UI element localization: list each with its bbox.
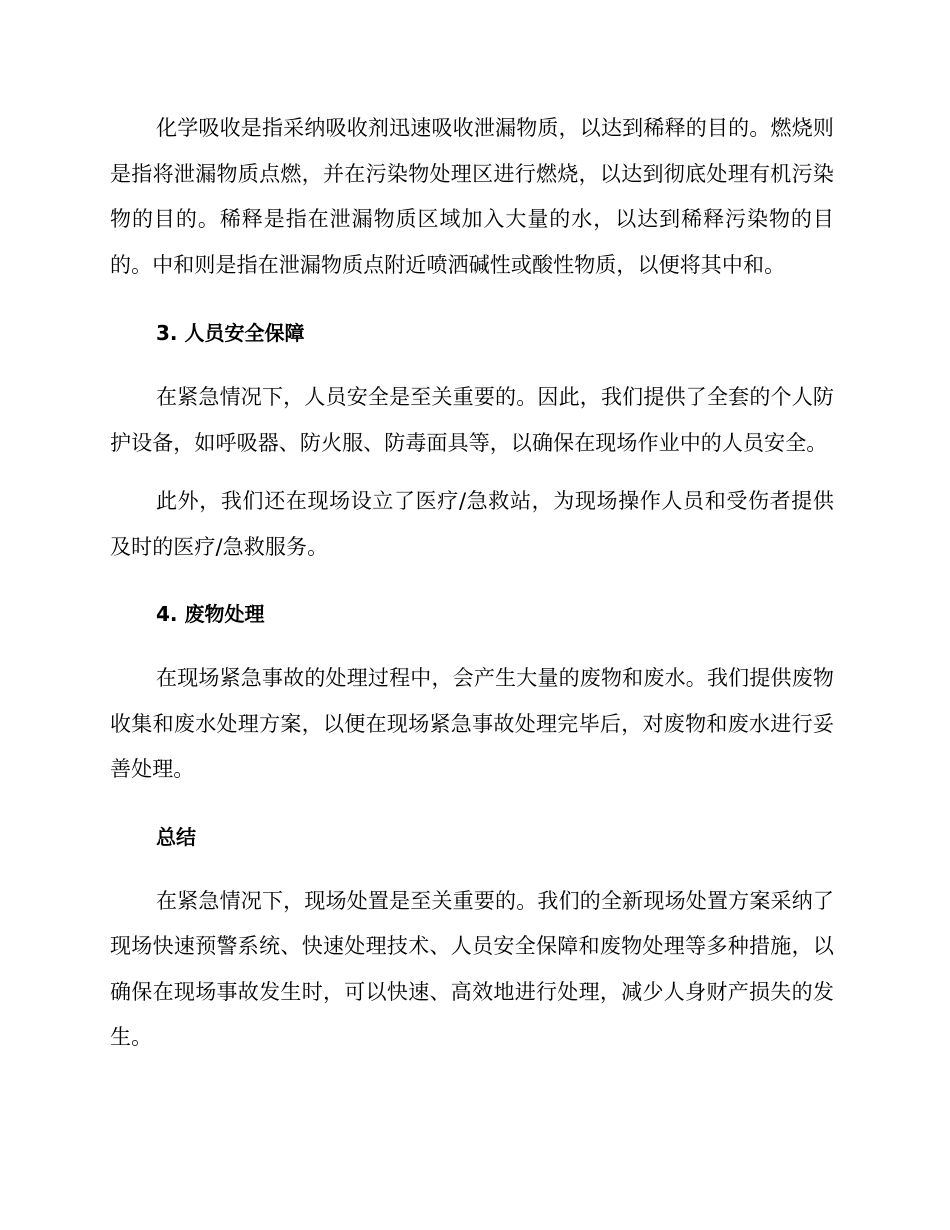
paragraph-summary: 在紧急情况下，现场处置是至关重要的。我们的全新现场处置方案采纳了现场快速预警系统、快速处理技术、人员安全保障和废物处理等多种措施，以确保在现场事故发生时，可以快速、高效地进行处理，减少人身财产损失的发生。 [110,888,834,1049]
heading-waste-disposal: 4. 废物处理 [156,602,265,626]
paragraph-waste-disposal: 在现场紧急事故的处理过程中，会产生大量的废物和废水。我们提供废物收集和废水处理方案，以便在现场紧急事故处理完毕后，对废物和废水进行妥善处理。 [110,666,834,781]
heading-personnel-safety: 3. 人员安全保障 [156,321,305,345]
paragraph-medical-station: 此外，我们还在现场设立了医疗/急救站，为现场操作人员和受伤者提供及时的医疗/急救服务。 [110,489,834,559]
document-page [110,106,834,1061]
heading-summary: 总结 [156,824,196,849]
paragraph-personnel-safety-equipment: 在紧急情况下，人员安全是至关重要的。因此，我们提供了全套的个人防护设备，如呼吸器、防火服、防毒面具等，以确保在现场作业中的人员安全。 [110,385,834,455]
paragraph-chemical-treatment: 化学吸收是指采纳吸收剂迅速吸收泄漏物质，以达到稀释的目的。燃烧则是指将泄漏物质点燃，并在污染物处理区进行燃烧，以达到彻底处理有机污染物的目的。稀释是指在泄漏物质区域加入大量的水，以达到稀释污染物的目的。中和则是指在泄漏物质点附近喷洒碱性或酸性物质，以便将其中和。 [110,116,834,277]
